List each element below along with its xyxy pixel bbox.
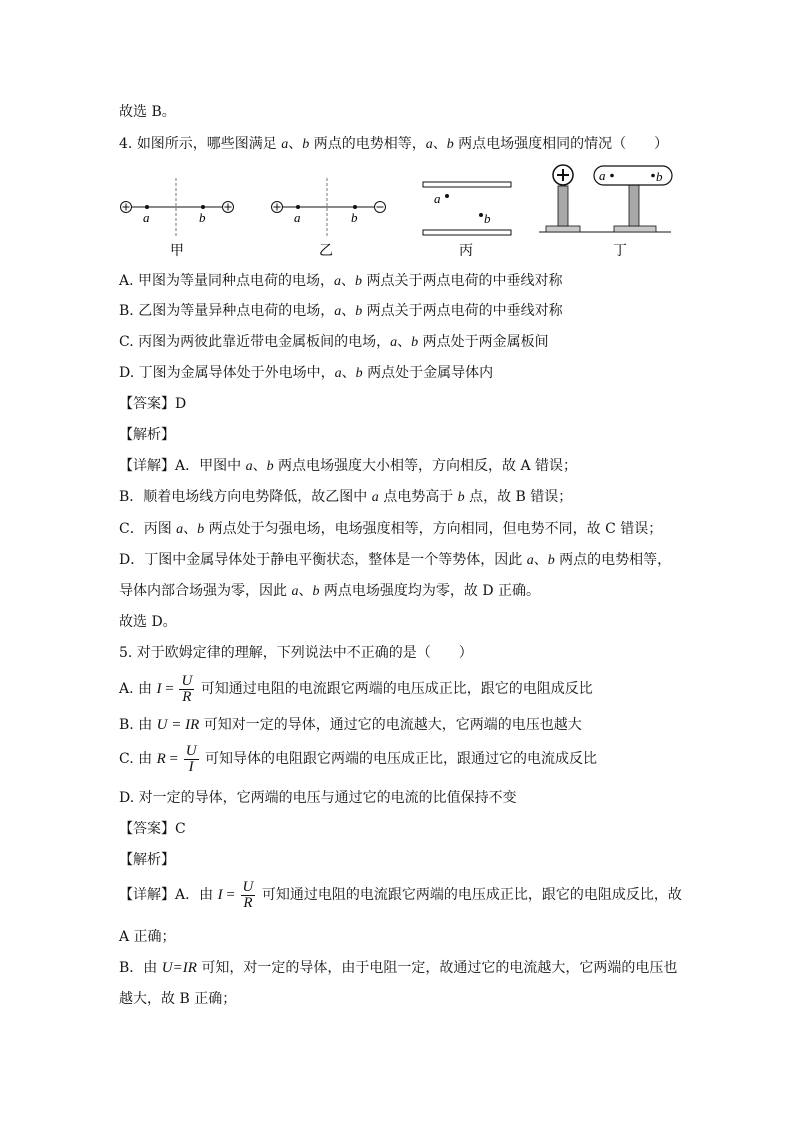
q4-conclusion: 故选 D。: [119, 614, 177, 630]
caption-yi: 乙: [319, 243, 333, 259]
q3-conclusion: 故选 B。: [119, 104, 176, 120]
caption-bing: 丙: [459, 243, 473, 259]
figure-bing: [423, 182, 511, 259]
q4-option-b: B. 乙图为等量异种点电荷的电场，a、b 两点关于两点电荷的中垂线对称: [119, 303, 563, 319]
q5-analysis-heading: 【解析】: [119, 852, 175, 868]
point-a-label: a: [599, 168, 606, 183]
point-a-label: a: [143, 210, 150, 225]
point-b-label: b: [484, 211, 491, 226]
metal-plate-top: [423, 182, 511, 187]
q5-option-d: D. 对一定的导体，它两端的电压与通过它的电流的比值保持不变: [119, 790, 517, 806]
caption-jia: 甲: [170, 243, 184, 259]
q5-analysis-line-4: 越大，故 B 正确；: [119, 991, 237, 1007]
q4-option-a: A. 甲图为等量同种点电荷的电场，a、b 两点关于两点电荷的中垂线对称: [119, 273, 563, 289]
q4-analysis-line-2: B．顺着电场线方向电势降低，故乙图中 a 点电势高于 b 点，故 B 错误；: [119, 489, 573, 505]
point-b-label: b: [656, 169, 663, 184]
point-b-label: b: [351, 210, 358, 225]
q4-analysis-line-4: D．丁图中金属导体处于静电平衡状态，整体是一个等势体，因此 a、b 两点的电势相等，: [119, 552, 672, 568]
figure-jia: [121, 178, 234, 259]
point-b-label: b: [199, 210, 206, 225]
figure-yi: [272, 178, 386, 259]
fraction-u-over-i: $\frac{U}{I}$: [185, 742, 197, 775]
point-a-label: a: [434, 191, 441, 206]
q4-option-c: C. 丙图为两彼此靠近带电金属板间的电场，a、b 两点处于两金属板间: [119, 334, 549, 350]
q5-analysis-line-1: 【详解】A．由 I = $\frac{U}{R}$ 可知通过电阻的电流跟它两端的电压成正比，跟它的电阻成反比，故: [119, 878, 682, 911]
q4-stem: 4. 如图所示，哪些图满足 a、b 两点的电势相等，a、b 两点电场强度相同的情况（ ）: [119, 136, 669, 152]
q5-option-c: C. 由 R = $\frac{U}{I}$ 可知导体的电阻跟它两端的电压成正比，跟通过它的电流成反比: [119, 742, 598, 775]
q4-analysis-line-3: C．丙图 a、b 两点处于匀强电场，电场强度相等，方向相同，但电势不同，故 C 错误；: [119, 521, 663, 537]
q4-analysis-line-1: 【详解】A．甲图中 a、b 两点电场强度大小相等，方向相反，故 A 错误；: [119, 458, 578, 474]
q4-analysis-line-5: 导体内部合场强为零，因此 a、b 两点电场强度均为零，故 D 正确。: [119, 583, 541, 599]
q4-figure: [115, 160, 675, 265]
q5-analysis-line-3: B．由 U=IR 可知，对一定的导体，由于电阻一定，故通过它的电流越大，它两端的电压也: [119, 960, 678, 976]
fraction-u-over-r: $\frac{U}{R}$: [181, 672, 193, 705]
q5-stem: 5. 对于欧姆定律的理解，下列说法中不正确的是（ ）: [119, 645, 473, 661]
caption-ding: 丁: [613, 243, 627, 259]
q5-option-b: B. 由 U = IR 可知对一定的导体，通过它的电流越大，它两端的电压也越大: [119, 717, 582, 733]
q5-option-a: A. 由 I = $\frac{U}{R}$ 可知通过电阻的电流跟它两端的电压成正比，跟它的电阻成反比: [119, 672, 593, 705]
metal-plate-bottom: [423, 230, 511, 235]
q4-option-d: D. 丁图为金属导体处于外电场中，a、b 两点处于金属导体内: [119, 365, 494, 381]
figure-ding: [539, 165, 672, 259]
fraction-u-over-r: $\frac{U}{R}$: [242, 878, 254, 911]
q5-analysis-line-2: A 正确；: [119, 929, 176, 945]
q4-analysis-heading: 【解析】: [119, 427, 175, 443]
point-a-label: a: [294, 210, 301, 225]
q4-answer: 【答案】D: [119, 396, 187, 412]
q5-answer: 【答案】C: [119, 821, 186, 837]
